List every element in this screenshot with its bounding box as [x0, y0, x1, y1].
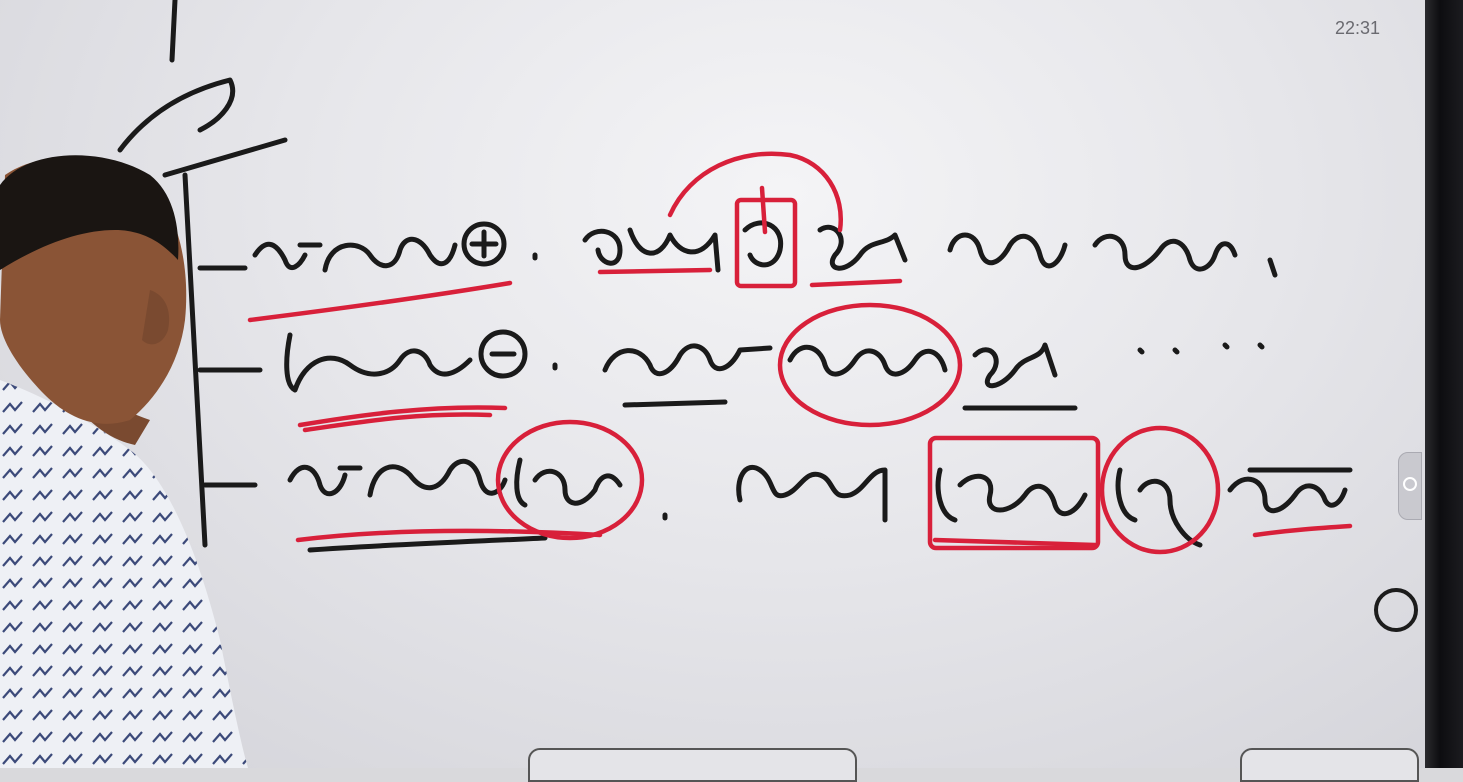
presenter-figure [0, 0, 260, 768]
bottom-toolbar-left[interactable] [528, 748, 857, 782]
drawer-toggle-icon [1403, 477, 1417, 491]
clock-time: 22:31 [1335, 18, 1381, 38]
screen-bezel [1425, 0, 1463, 768]
side-drawer-handle[interactable] [1398, 452, 1422, 520]
floating-home-button[interactable] [1374, 588, 1418, 632]
bottom-toolbar-right[interactable] [1240, 748, 1419, 782]
